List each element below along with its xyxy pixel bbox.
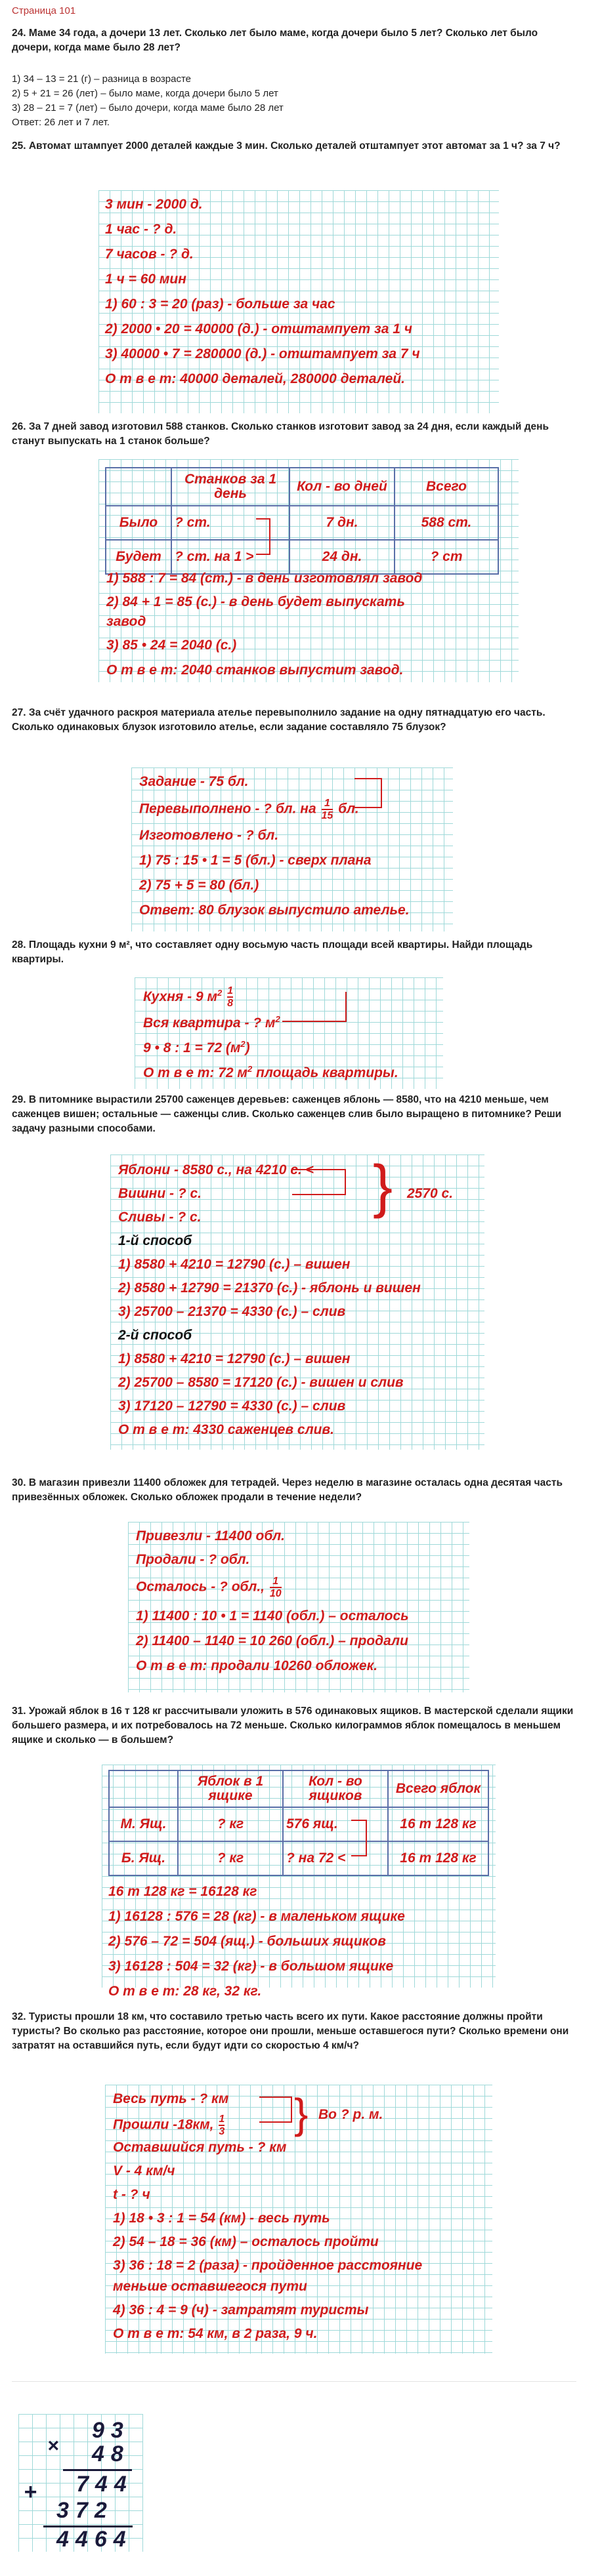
t25-l4: 1 ч = 60 мин <box>105 272 186 287</box>
t32-a3: 3) 36 : 18 = 2 (раза) - пройденное расстояние <box>113 2258 423 2273</box>
task-26-table <box>105 467 499 575</box>
t32-a2: 2) 54 – 18 = 36 (км) – осталось пройти <box>113 2234 379 2249</box>
t28-l3t: 9 • 8 : 1 = 72 (м <box>143 1040 241 1055</box>
t32-a4: 4) 36 : 4 = 9 (ч) - затратят туристы <box>113 2302 369 2318</box>
t28-l2sup: 2 <box>275 1014 280 1024</box>
mult-line-1 <box>63 2469 132 2471</box>
t31-r2c1: ? кг <box>178 1841 283 1875</box>
t31-r1c3: 16 т 128 кг <box>388 1807 488 1841</box>
task-24-line-3: 3) 28 – 21 = 7 (лет) – было дочери, когда маме было 28 лет <box>12 102 284 113</box>
t32-l2t: Прошли -18км, <box>113 2117 214 2133</box>
t29-a3: 3) 25700 – 21370 = 4330 (с.) – слив <box>118 1304 346 1319</box>
t28-den: 8 <box>227 998 233 1010</box>
t31-r1c1: ? кг <box>178 1807 283 1841</box>
t31-r2c2: ? на 72 < <box>283 1841 388 1875</box>
t32-arrow <box>259 2096 292 2123</box>
t29-l1: Яблони - 8580 с., на 4210 с. < <box>118 1162 314 1177</box>
t32-l5: t - ? ч <box>113 2187 150 2202</box>
t32-l4: V - 4 км/ч <box>113 2163 175 2178</box>
t29-arrow <box>292 1169 346 1195</box>
t32-a1: 1) 18 • 3 : 1 = 54 (км) - весь путь <box>113 2211 330 2226</box>
task-24-question: 24. Маме 34 года, а дочери 13 лет. Сколько лет было маме, когда дочери было 5 лет? Сколько лет было дочери, когда маме было 28 лет? <box>12 28 538 53</box>
t28-l3end: ) <box>245 1040 250 1055</box>
t25-l1: 3 мин - 2000 д. <box>105 197 203 212</box>
t26-h2: Кол - во дней <box>289 468 395 506</box>
task-31-table <box>108 1770 489 1876</box>
t30-num: 1 <box>270 1576 282 1588</box>
t31-a3: 3) 16128 : 504 = 32 (кг) - в большом ящике <box>108 1959 394 1974</box>
separator <box>12 2381 576 2382</box>
t29-a2: 2) 8580 + 12790 = 21370 (с.) - яблонь и вишен <box>118 1280 421 1296</box>
t26-r2c2: 24 дн. <box>289 540 395 574</box>
t29-method2: 2-й способ <box>118 1328 192 1343</box>
t30-l3 <box>136 1576 283 1599</box>
t29-total: 2570 с. <box>407 1186 454 1201</box>
t27-num: 1 <box>322 798 333 810</box>
t29-answer: О т в е т: 4330 саженцев слив. <box>118 1422 334 1437</box>
t26-a3: 3) 85 • 24 = 2040 (с.) <box>106 638 237 653</box>
t25-l2: 1 час - ? д. <box>105 222 177 237</box>
t28-arrow <box>282 992 347 1022</box>
t32-brace: } <box>294 2090 309 2137</box>
t31-a2: 2) 576 – 72 = 504 (ящ.) - больших ящиков <box>108 1934 386 1949</box>
t27-l2 <box>139 798 359 821</box>
t31-r2c0: Б. Ящ. <box>109 1841 178 1875</box>
t31-arrow <box>351 1820 367 1856</box>
t29-l3: Сливы - ? с. <box>118 1210 202 1225</box>
t30-frac <box>270 1576 282 1599</box>
t30-den: 10 <box>269 1588 282 1599</box>
task-25-question: 25. Автомат штампует 2000 деталей каждые 3 мин. Сколько деталей отштампует этот автомат за 1 ч? за 7 ч? <box>12 140 561 152</box>
t26-h0 <box>106 468 171 506</box>
t28-l4sup: 2 <box>247 1064 253 1074</box>
t27-den: 15 <box>321 810 333 821</box>
page-link[interactable]: Страница 101 <box>12 5 76 16</box>
t28-l2 <box>143 1012 280 1031</box>
mult-a: 93 <box>92 2418 130 2443</box>
mult-p2: 372 <box>56 2498 114 2523</box>
task-24-answer: Ответ: 26 лет и 7 лет. <box>12 117 110 128</box>
t28-l1a: Кухня - 9 м <box>143 989 218 1004</box>
t25-l6: 2) 2000 • 20 = 40000 (д.) - отштампует за 1 ч <box>105 321 412 337</box>
task-26-question: 26. За 7 дней завод изготовил 588 станков. Сколько станков изготовит завод за 24 дня, если каждый день станут выпускать на 1 станок больше? <box>12 421 549 447</box>
t27-l5: 2) 75 + 5 = 80 (бл.) <box>139 878 259 893</box>
t31-h3: Всего яблок <box>388 1770 488 1807</box>
t31-h1: Яблок в 1 ящике <box>178 1770 283 1807</box>
t29-b3: 3) 17120 – 12790 = 4330 (с.) – слив <box>118 1399 346 1414</box>
task-24-line-2: 2) 5 + 21 = 26 (лет) – было маме, когда дочери было 5 лет <box>12 88 278 99</box>
t29-l2: Вишни - ? с. <box>118 1186 202 1201</box>
t29-b1: 1) 8580 + 4210 = 12790 (с.) – вишен <box>118 1351 351 1366</box>
t27-l4: 1) 75 : 15 • 1 = 5 (бл.) - сверх плана <box>139 853 372 868</box>
task-24-line-1: 1) 34 – 13 = 21 (г) – разница в возрасте <box>12 73 192 85</box>
t26-a1: 1) 588 : 7 = 84 (ст.) - в день изготовлял завод <box>106 571 423 586</box>
t29-brace: } <box>373 1154 393 1219</box>
t25-answer: О т в е т: 40000 деталей, 280000 деталей. <box>105 371 405 386</box>
t26-answer: О т в е т: 2040 станков выпустит завод. <box>106 663 404 678</box>
t29-b2: 2) 25700 – 8580 = 17120 (с.) - вишен и слив <box>118 1375 404 1390</box>
t26-h3: Всего <box>395 468 498 506</box>
t32-side: Во ? р. м. <box>318 2107 383 2122</box>
task-29-question: 29. В питомнике вырастили 25700 саженцев деревьев: саженцев яблонь — 8580, что на 4210 меньше, чем саженцев вишен; остальные — саженцы слив. Сколько саженцев слив было выращено в питомнике? Реши задачу разными способами. <box>12 1094 562 1134</box>
t27-arrow <box>354 778 382 808</box>
t30-answer: О т в е т: продали 10260 обложек. <box>136 1658 378 1673</box>
t32-num: 1 <box>219 2114 225 2125</box>
mult-b: 48 <box>92 2442 130 2466</box>
task-28-question: 28. Площадь кухни 9 м², что составляет одну восьмую часть площади всей квартиры. Найди площадь квартиры. <box>12 939 533 965</box>
t30-a2: 2) 11400 – 1140 = 10 260 (обл.) – продали <box>136 1633 408 1648</box>
t30-l3t: Осталось - ? обл., <box>136 1579 265 1595</box>
t31-h2: Кол - во ящиков <box>283 1770 388 1807</box>
t26-h1: Станков за 1 день <box>171 468 289 506</box>
t26-r1c2: 7 дн. <box>289 506 395 540</box>
mult-result: 4464 <box>56 2527 133 2552</box>
t28-l4t: О т в е т: 72 м <box>143 1065 247 1080</box>
t31-a1: 1) 16128 : 576 = 28 (кг) - в маленьком ящике <box>108 1909 405 1924</box>
t30-l2: Продали - ? обл. <box>136 1552 250 1567</box>
t32-l1: Весь путь - ? км <box>113 2091 229 2106</box>
t26-r1c0: Было <box>106 506 171 540</box>
task-27-question: 27. За счёт удачного раскроя материала ателье перевыполнило задание на одну пятнадцатую его часть. Сколько одинаковых блузок изготовило ателье, если задание составляло 75 блузок? <box>12 707 546 733</box>
t28-l4 <box>143 1061 398 1081</box>
t32-den: 3 <box>219 2126 225 2137</box>
t27-l3: Изготовлено - ? бл. <box>139 828 279 843</box>
t28-l4end: площадь квартиры. <box>252 1065 398 1080</box>
t31-conv: 16 т 128 кг = 16128 кг <box>108 1884 257 1899</box>
t25-l3: 7 часов - ? д. <box>105 247 194 262</box>
t31-answer: О т в е т: 28 кг, 32 кг. <box>108 1984 262 1999</box>
t28-l3sup: 2 <box>240 1039 246 1049</box>
t27-l2b: бл. <box>338 801 359 817</box>
t27-frac <box>322 798 333 821</box>
t27-l1: Задание - 75 бл. <box>139 774 249 789</box>
mult-p1: 744 <box>76 2472 133 2497</box>
t31-r1c0: М. Ящ. <box>109 1807 178 1841</box>
t30-l1: Привезли - 11400 обл. <box>136 1528 285 1544</box>
t29-method1: 1-й способ <box>118 1233 192 1248</box>
t32-frac <box>219 2114 225 2137</box>
t28-frac <box>227 985 233 1009</box>
task-32-question: 32. Туристы прошли 18 км, что составило третью часть всего их пути. Какое расстояние должны пройти туристы? Во сколько раз расстояние, которое они прошли, меньше оставшегося пути? Сколько времени они затратят на оставшийся путь, если будут идти со скоростью 4 км/ч? <box>12 2011 569 2051</box>
t31-h0 <box>109 1770 178 1807</box>
t27-l6: Ответ: 80 блузок выпустило ателье. <box>139 903 410 918</box>
t25-l7: 3) 40000 • 7 = 280000 (д.) - отштампует за 7 ч <box>105 346 420 361</box>
t32-answer: О т в е т: 54 км, в 2 раза, 9 ч. <box>113 2326 318 2341</box>
t26-r2c3: ? ст <box>395 540 498 574</box>
t26-r1c1: ? ст. <box>171 506 289 540</box>
t32-a3b: меньше оставшегося пути <box>113 2279 307 2294</box>
t28-l3 <box>143 1036 250 1056</box>
mult-plus: + <box>24 2480 37 2504</box>
t31-r2c3: 16 т 128 кг <box>388 1841 488 1875</box>
t32-l3: Оставшийся путь - ? км <box>113 2140 287 2155</box>
t28-l1sup: 2 <box>217 988 223 998</box>
t30-a1: 1) 11400 : 10 • 1 = 1140 (обл.) – осталось <box>136 1608 409 1624</box>
t26-arrow <box>256 518 270 555</box>
t31-r1c2: 576 ящ. <box>283 1807 388 1841</box>
t29-a1: 1) 8580 + 4210 = 12790 (с.) – вишен <box>118 1257 351 1272</box>
task-31-question: 31. Урожай яблок в 16 т 128 кг рассчитывали уложить в 576 одинаковых ящиков. В мастерской сделали ящики большего размера, и их потребовалось на 72 меньше. Сколько килограммов яблок помещалось в меньшем ящике и сколько — в большем? <box>12 1706 574 1746</box>
t26-a2: 2) 84 + 1 = 85 (с.) - в день будет выпускать <box>106 594 405 609</box>
t28-l1 <box>143 985 234 1009</box>
t32-l2 <box>113 2114 226 2137</box>
t28-num: 1 <box>227 985 233 997</box>
t26-r2c1: ? ст. на 1 > <box>171 540 289 574</box>
t26-r1c3: 588 ст. <box>395 506 498 540</box>
task-30-question: 30. В магазин привезли 11400 обложек для тетрадей. Через неделю в магазине осталась одна десятая часть привезённых обложек. Сколько обложек продали в течение недели? <box>12 1477 563 1503</box>
t26-a2b: завод <box>106 614 146 629</box>
t26-r2c0: Будет <box>106 540 171 574</box>
t27-l2a: Перевыполнено - ? бл. на <box>139 801 316 817</box>
t25-l5: 1) 60 : 3 = 20 (раз) - больше за час <box>105 296 335 312</box>
mult-sign: × <box>47 2435 59 2457</box>
t28-l2t: Вся квартира - ? м <box>143 1015 276 1031</box>
